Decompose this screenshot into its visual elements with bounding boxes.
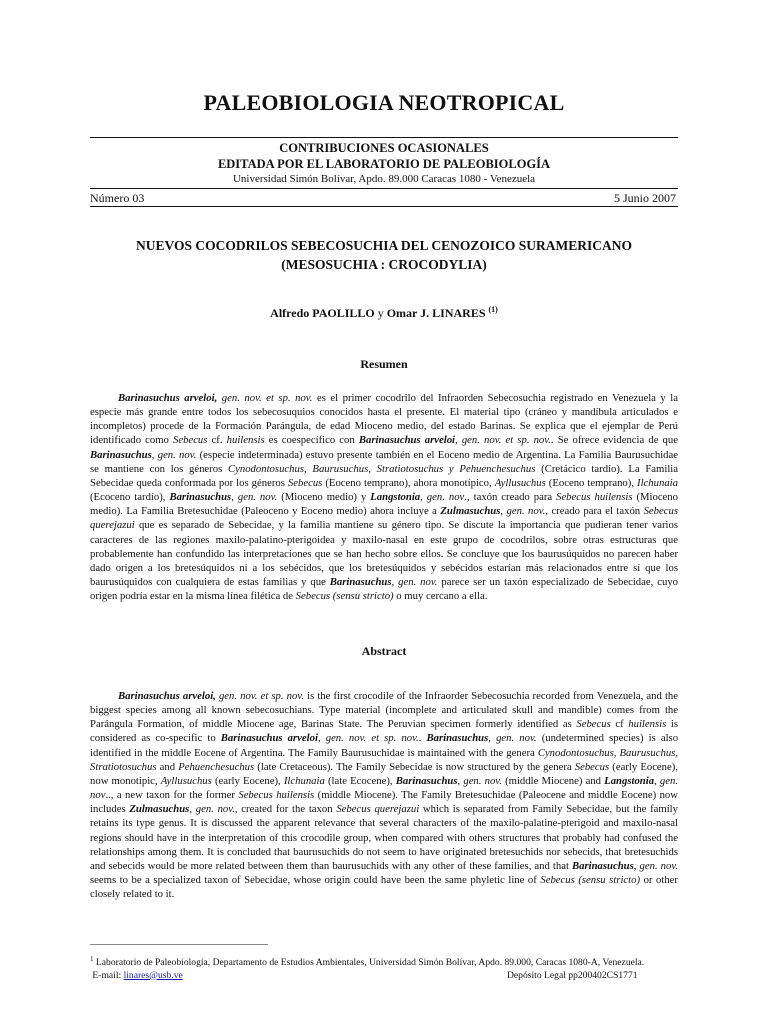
footnote-affiliation: Laboratorio de Paleobiología, Departamento de Estudios Ambientales, Universidad Simón Bolívar, Apdo. 89.000, Caracas 1080-A, Venezuela. [95, 957, 645, 969]
footnote [90, 953, 678, 983]
author-conjunction: y [377, 306, 384, 320]
issue-date: 5 Junio 2007 [613, 191, 676, 205]
paper-title-line-1: NUEVOS COCODRILOS SEBECOSUCHIA DEL CENOZOICO SURAMERICANO [136, 238, 632, 253]
author-line [90, 305, 678, 321]
footnote-contact-line [90, 970, 678, 983]
publisher-address: Universidad Simón Bolívar, Apdo. 89.000 Caracas 1080 - Venezuela [232, 173, 536, 185]
email-link[interactable]: linares@usb.ve [123, 969, 183, 981]
paper-title [90, 236, 678, 274]
legal-deposit: Depósito Legal pp200402CS1771 [507, 969, 638, 981]
header-rule [90, 137, 678, 138]
resumen-heading: Resumen [360, 357, 408, 371]
author-footnote-marker: (1) [488, 305, 498, 314]
abstract-heading: Abstract [361, 644, 407, 658]
resumen-body: Barinasuchus arveloi, gen. nov. et sp. nov. es el primer cocodrilo del Infraorden Sebecosuchia registrado en Venezuela y la especie más grande entre todos los sebecosuquios conocidos hasta el presente. El material tipo (cráneo y mandíbula articulados e incompletos) procede de la Formación Parángula, de edad Mioceno medio, del estado Barinas. Se explica que el ejemplar de Perú identificado como Sebecus cf. huilensis es coespecífico con Barinasuchus arveloi, gen. nov. et sp. nov.. Se ofrece evidencia de que Barinasuchus, gen. nov. (especie indeterminada) estuvo presente también en el Eoceno medio de Argentina. La Familia Baurusuchidae se mantiene con los géneros Cynodontosuchus, Baurusuchus, Stratiotosuchus y Pehuenchesuchus (Cretácico tardío). La Familia Sebecidae queda conformada por los géneros Sebecus (Eoceno temprano), ahora monotípico, Ayllusuchus (Eoceno temprano), Ilchunaia (Ecoceno tardío), Barinasuchus, gen. nov. (Mioceno medio) y Langstonia, gen. nov., taxón creado para Sebecus huilensis (Mioceno medio). La Familia Bretesuchidae (Paleoceno y Eoceno medio) ahora incluye a Zulmasuchus, gen. nov., creado para el taxón Sebecus querejazui que es separado de Sebecidae, y la familia mantiene su género tipo. Se discute la importancia que pudieran tener varios caracteres de las regiones maxilo-palatino-pterigoidea y maxilo-nasal en este grupo de cocodrilos, sobre otras estructuras que probablemente han confundido las interpretaciones que se han hecho sobre ellos. Se concluye que los baurusúquidos no parecen haber dado origen a los bretesúquidos ni a los sebécidos, que los bretesúquidos y sebécidos estarían más relacionados entre sí que los baurusúquidos con cualquiera de estas familias y que Barinasuchus, gen. nov. parece ser un taxón especializado de Sebecidae, cuyo origen podría estar en la misma línea filética de Sebecus (sensu stricto) o muy cercano a ella. [90, 392, 679, 603]
author-2: Omar J. LINARES [386, 306, 486, 320]
issue-bar [90, 188, 678, 207]
footnote-affiliation-line [90, 953, 678, 970]
footnote-email-block [90, 970, 183, 983]
author-1: Alfredo PAOLILLO [270, 306, 375, 320]
series-subtitle: CONTRIBUCIONES OCASIONALES [279, 141, 489, 155]
abstract-body: Barinasuchus arveloi, gen. nov. et sp. nov. is the first crocodile of the Infraorder Sebecosuchia recorded from Venezuela, and the biggest species among all known sebecosuchians. Type material (incomplete and articulated skull and mandible) comes from the Parángula Formation, of middle Miocene age, Barinas State. The Peruvian specimen formerly identified as Sebecus cf huilensis is considered as co-specific to Barinasuchus arveloi, gen. nov. et sp. nov.. Barinasuchus, gen. nov. (undetermined species) is also identified in the middle Eocene of Argentina. The Family Baurusuchidae is maintained with the genera Cynodontosuchus, Baurusuchus, Stratiotosuchus and Pehuenchesuchus (late Cretaceous). The Family Sebecidae is now structured by the genera Sebecus (early Eocene), now monotipic, Ayllusuchus (early Eocene), Ilchunaia (late Ecocene), Barinasuchus, gen. nov. (middle Miocene) and Langstonia, gen. nov.., a new taxon for the former Sebecus huilensis (middle Miocene). The Family Bretesuchidae (Paleocene and middle Eocene) now includes Zulmasuchus, gen. nov., created for the taxon Sebecus querejazui which is separated from Family Sebecidae, but the family retains its type genus. It is discussed the apparent relevance that several characters of the maxilo-palatine-pterigoid and maxilo-nasal regions should have in the interpretation of this crocodile group, when compared with others structures that probably had confused the relationships among them. It is concluded that baurusuchids do not seem to have originated bretesuchids nor sebecids, that bretesuchids and sebecids would be more related between them than baurusuchids with any other of these families, and that Barinasuchus, gen. nov. seems to be a specialized taxon of Sebecidae, whose origin could have been the same phyletic line of Sebecus (sensu stricto) or other closely related to it. [90, 690, 679, 901]
paper-title-line-2: (MESOSUCHIA : CROCODYLIA) [281, 257, 487, 272]
footnote-marker: 1 [90, 955, 94, 963]
journal-title: PALEOBIOLOGIA NEOTROPICAL [203, 90, 565, 115]
footnote-rule [90, 944, 268, 945]
editor-subtitle: EDITADA POR EL LABORATORIO DE PALEOBIOLOGÍA [217, 157, 551, 171]
issue-number: Número 03 [90, 191, 145, 205]
email-label: E-mail: [92, 969, 122, 981]
